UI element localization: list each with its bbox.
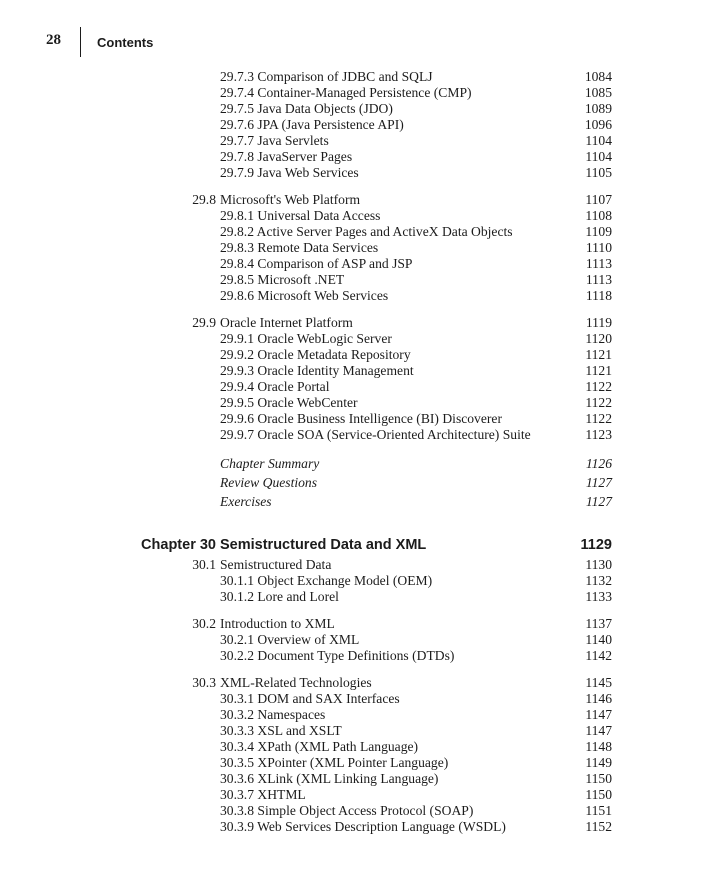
toc-entry [0,616,708,632]
entry-title: 29.9.2 Oracle Metadata Repository [220,347,411,362]
entry-title: 29.7.5 Java Data Objects (JDO) [220,101,393,116]
running-head-title: Contents [97,35,154,50]
toc-entry [0,117,708,133]
entry-page-number: 1110 [585,240,612,255]
toc-entry [0,648,708,664]
entry-title: Introduction to XML [220,616,335,631]
entry-title: 30.3.8 Simple Object Access Protocol (SOAP) [220,803,474,818]
toc-entry [0,85,708,101]
entry-title: 30.1.2 Lore and Lorel [220,589,339,604]
entry-title: 30.3.4 XPath (XML Path Language) [220,739,419,754]
section-number: 29.8 [192,192,216,207]
entry-page-number: 1132 [585,573,612,588]
entry-page-number: 1152 [585,819,612,834]
toc-section-group [0,535,708,605]
entry-page-number: 1120 [585,331,612,346]
entry-title: 29.8.2 Active Server Pages and ActiveX Data Objects [220,224,513,239]
entry-page-number: 1150 [585,771,612,786]
chapter-page-number: 1129 [580,537,612,553]
entry-title: 29.8.3 Remote Data Services [220,240,379,255]
page-header [0,0,708,80]
entry-page-number: 1104 [585,149,612,164]
toc-entry [0,347,708,363]
entry-title: 29.8.5 Microsoft .NET [220,272,345,287]
entry-page-number: 1113 [585,256,612,271]
toc-entry [0,363,708,379]
entry-title: XML-Related Technologies [220,675,372,690]
entry-page-number: 1123 [585,427,612,442]
section-number: 30.2 [192,616,216,631]
toc-entry [0,192,708,208]
entry-title: 30.2.2 Document Type Definitions (DTDs) [220,648,455,663]
toc-entry [0,395,708,411]
entry-page-number: 1105 [585,165,612,180]
entry-title: 29.8.1 Universal Data Access [220,208,381,223]
entry-title: 30.2.1 Overview of XML [220,632,360,647]
section-number: 30.1 [192,557,216,572]
toc-section-group [0,69,708,181]
entry-page-number: 1107 [585,192,612,207]
entry-page-number: 1127 [585,494,612,509]
toc-entry [0,739,708,755]
toc-entry [0,723,708,739]
entry-title: 30.3.9 Web Services Description Language (WSDL) [220,819,506,834]
entry-page-number: 1126 [585,456,612,471]
toc-entry [0,589,708,605]
entry-page-number: 1149 [585,755,612,770]
entry-page-number: 1108 [585,208,612,223]
entry-title: 30.1.1 Object Exchange Model (OEM) [220,573,433,588]
entry-page-number: 1130 [585,557,612,572]
entry-title: 29.9.4 Oracle Portal [220,379,330,394]
entry-title: Exercises [220,494,272,509]
toc-entry [0,557,708,573]
toc-entry [0,771,708,787]
toc-entry [0,787,708,803]
entry-page-number: 1096 [584,117,612,132]
entry-title: 29.7.9 Java Web Services [220,165,359,180]
entry-title: 30.3.1 DOM and SAX Interfaces [220,691,400,706]
toc-entry [0,256,708,272]
toc-entry [0,315,708,331]
header-divider [80,27,81,57]
toc-entry [0,573,708,589]
entry-title: 29.7.3 Comparison of JDBC and SQLJ [220,69,433,84]
entry-title: 29.8.4 Comparison of ASP and JSP [220,256,413,271]
toc-entry [0,454,708,473]
entry-title: Semistructured Data [220,557,332,572]
entry-page-number: 1089 [584,101,612,116]
toc-entry [0,427,708,443]
entry-page-number: 1122 [585,379,612,394]
toc-entry [0,101,708,117]
toc-entry [0,691,708,707]
toc-entry [0,492,708,511]
entry-page-number: 1142 [585,648,612,663]
entry-title: 30.3.2 Namespaces [220,707,326,722]
entry-page-number: 1121 [585,363,612,378]
toc-entry [0,69,708,85]
entry-page-number: 1147 [585,707,612,722]
toc-entry [0,632,708,648]
toc-entry [0,208,708,224]
toc-section-group [0,315,708,443]
toc-entry [0,473,708,492]
toc-section-group [0,454,708,511]
toc-section-group [0,192,708,304]
entry-page-number: 1118 [585,288,612,303]
entry-title: 29.7.4 Container-Managed Persistence (CMP) [220,85,472,100]
chapter-heading-row [0,535,708,555]
entry-title: 29.9.5 Oracle WebCenter [220,395,358,410]
entry-title: 29.9.6 Oracle Business Intelligence (BI) Discoverer [220,411,502,426]
entry-title: 30.3.3 XSL and XSLT [220,723,342,738]
entry-page-number: 1121 [585,347,612,362]
toc-entry [0,819,708,835]
entry-page-number: 1140 [585,632,612,647]
toc-entry [0,224,708,240]
entry-page-number: 1127 [585,475,612,490]
toc-entry [0,331,708,347]
entry-title: 29.8.6 Microsoft Web Services [220,288,389,303]
entry-page-number: 1119 [585,315,612,330]
entry-title: 30.3.7 XHTML [220,787,306,802]
entry-page-number: 1109 [585,224,612,239]
entry-title: 29.9.3 Oracle Identity Management [220,363,414,378]
toc-section-group [0,616,708,664]
toc-entry [0,803,708,819]
entry-title: 29.9.7 Oracle SOA (Service-Oriented Architecture) Suite [220,427,531,442]
toc-entry [0,755,708,771]
toc-entry [0,379,708,395]
entry-title: 30.3.6 XLink (XML Linking Language) [220,771,439,786]
entry-title: Oracle Internet Platform [220,315,353,330]
section-number: 29.9 [192,315,216,330]
section-number: 30.3 [192,675,216,690]
entry-page-number: 1137 [585,616,612,631]
entry-page-number: 1104 [585,133,612,148]
entry-page-number: 1122 [585,411,612,426]
entry-page-number: 1150 [585,787,612,802]
entry-page-number: 1113 [585,272,612,287]
entry-title: Chapter Summary [220,456,320,471]
entry-title: 29.7.7 Java Servlets [220,133,329,148]
toc-section-group [0,675,708,835]
chapter-label: Chapter 30 [141,537,216,553]
entry-title: 29.9.1 Oracle WebLogic Server [220,331,392,346]
entry-title: 29.7.8 JavaServer Pages [220,149,353,164]
toc-entry [0,411,708,427]
entry-page-number: 1122 [585,395,612,410]
toc-entry [0,149,708,165]
page-number: 28 [46,32,61,48]
entry-page-number: 1147 [585,723,612,738]
entry-page-number: 1148 [585,739,612,754]
entry-page-number: 1085 [584,85,612,100]
entry-page-number: 1133 [585,589,612,604]
entry-page-number: 1084 [584,69,612,84]
entry-title: Review Questions [220,475,318,490]
entry-title: 29.7.6 JPA (Java Persistence API) [220,117,404,132]
chapter-title: Semistructured Data and XML [220,537,427,553]
entry-page-number: 1145 [585,675,612,690]
toc-entry [0,165,708,181]
entry-page-number: 1146 [585,691,612,706]
toc-entry [0,675,708,691]
entry-page-number: 1151 [585,803,612,818]
entry-title: 30.3.5 XPointer (XML Pointer Language) [220,755,449,770]
toc-entry [0,133,708,149]
toc-entry [0,272,708,288]
table-of-contents [0,69,708,846]
toc-entry [0,707,708,723]
entry-title: Microsoft's Web Platform [220,192,361,207]
toc-entry [0,240,708,256]
toc-entry [0,288,708,304]
